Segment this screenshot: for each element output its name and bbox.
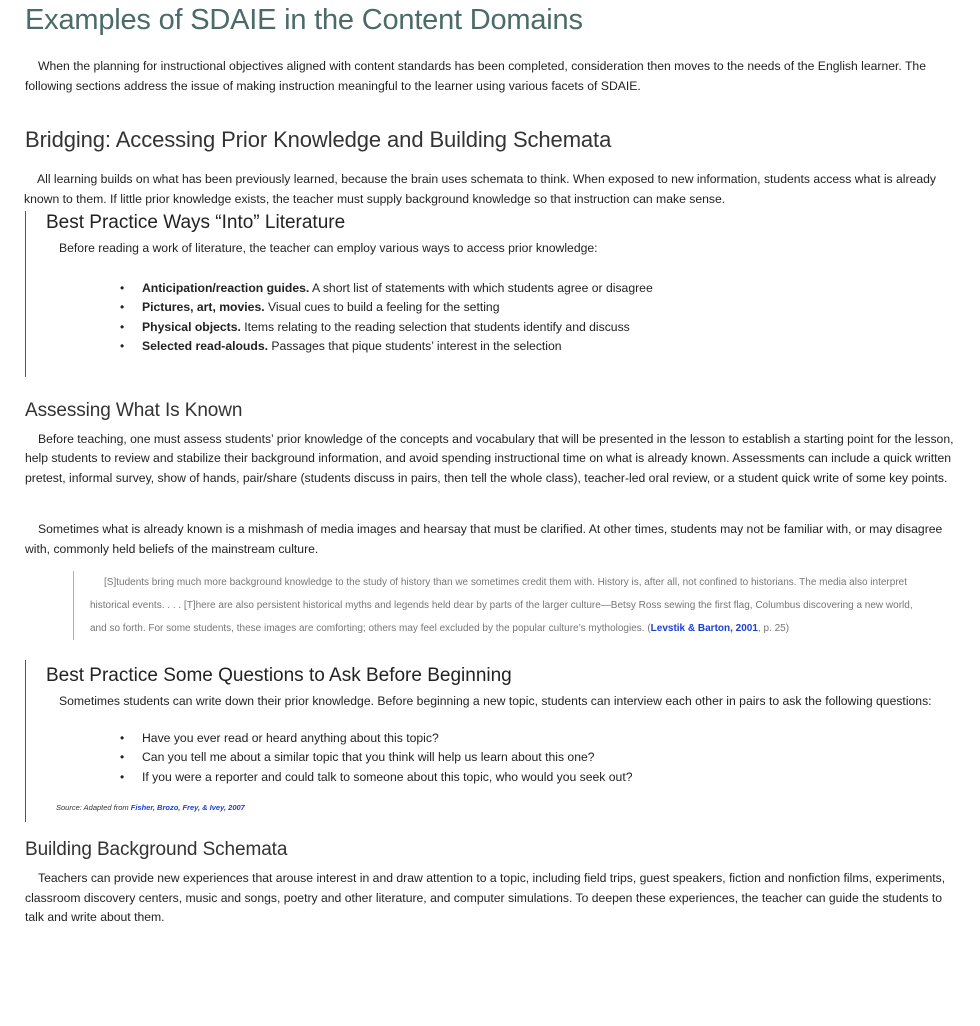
- list-item: • Have you ever read or heard anything about this topic?: [142, 729, 956, 749]
- page-title: Examples of SDAIE in the Content Domains: [25, 4, 583, 36]
- assessing-heading: Assessing What Is Known: [25, 399, 243, 421]
- list-item: • Can you tell me about a similar topic that you think will help us learn about this one?: [142, 748, 956, 768]
- intro-paragraph: When the planning for instructional objectives aligned with content standards has been completed, consideration then moves to the needs of the English learner. The following sections address the issue of making instruction meaningful to the learner using various facets of SDAIE.: [25, 59, 926, 93]
- best-practice-lead-questions: Sometimes students can write down their prior knowledge. Before beginning a new topic, students can interview each other in pairs to ask the following questions:: [59, 694, 932, 708]
- document-page: [0, 2, 980, 928]
- list-item: • If you were a reporter and could talk to someone about this topic, who would you seek out?: [142, 768, 956, 788]
- source-note: Source: Adapted from Fisher, Brozo, Frey, & Ivey, 2007: [56, 803, 245, 812]
- best-practice-title-literature: Best Practice Ways “Into” Literature: [46, 212, 346, 233]
- questions-list: [46, 729, 956, 788]
- block-quote: [73, 571, 926, 640]
- assessing-paragraph-1: Before teaching, one must assess students’ prior knowledge of the concepts and vocabulary that will be presented in the lesson to establish a starting point for the lesson, help students to review and stabilize their background information, and avoid spending instructional time on what is already known. Assessments can include a quick written pretest, informal survey, show of hands, pair/share (students discuss in pairs, then tell the whole class), teacher-led oral review, or a student quick write of some key points.: [25, 431, 954, 485]
- list-item: • Selected read-alouds. Passages that pique students’ interest in the selection: [142, 337, 956, 357]
- citation-link-levstik-barton[interactable]: Levstik & Barton, 2001: [650, 623, 758, 634]
- best-practice-box-questions: [25, 660, 956, 822]
- bridging-paragraph: All learning builds on what has been previously learned, because the brain uses schemata to think. When exposed to new information, students access what is already known to them. If little prior knowledge exists, the teacher must supply background knowledge so that instruction can make sense.: [24, 172, 937, 206]
- building-paragraph: Teachers can provide new experiences that arouse interest in and draw attention to a topic, including field trips, guest speakers, fiction and nonfiction films, experiments, classroom discovery centers, music and songs, poetry and other literature, and computer simulations. To deepen these experiences, the teacher can guide the students to talk and write about them.: [25, 871, 946, 924]
- best-practice-title-questions: Best Practice Some Questions to Ask Before Beginning: [46, 665, 512, 686]
- bridging-heading: Bridging: Accessing Prior Knowledge and Building Schemata: [25, 127, 612, 152]
- best-practice-box-literature: [25, 211, 956, 377]
- list-item: • Anticipation/reaction guides. A short list of statements with which students agree or disagree: [142, 279, 956, 299]
- list-item: • Pictures, art, movies. Visual cues to build a feeling for the setting: [142, 298, 956, 318]
- best-practice-lead-literature: Before reading a work of literature, the teacher can employ various ways to access prior knowledge:: [59, 241, 598, 255]
- source-link-fisher[interactable]: Fisher, Brozo, Frey, & Ivey, 2007: [130, 803, 245, 812]
- literature-list: [46, 279, 956, 357]
- building-heading: Building Background Schemata: [25, 839, 288, 860]
- quote-text: [S]tudents bring much more background knowledge to the study of history than we sometimes credit them with. History is, after all, not confined to historians. The media also interpret historical events. . . . [T]here are also persistent historical myths and legends held dear by parts of the larger culture—Betsy Ross sewing the first flag, Columbus discovering a new world, and so forth. For some students, these images are comforting; others may feel excluded by the popular culture’s mythologies. (Levstik & Barton, 2001, p. 25): [90, 577, 913, 634]
- list-item: • Physical objects. Items relating to the reading selection that students identify and discuss: [142, 318, 956, 338]
- assessing-paragraph-2: Sometimes what is already known is a mishmash of media images and hearsay that must be clarified. At other times, students may not be familiar with, or may disagree with, commonly held beliefs of the mainstream culture.: [25, 522, 943, 556]
